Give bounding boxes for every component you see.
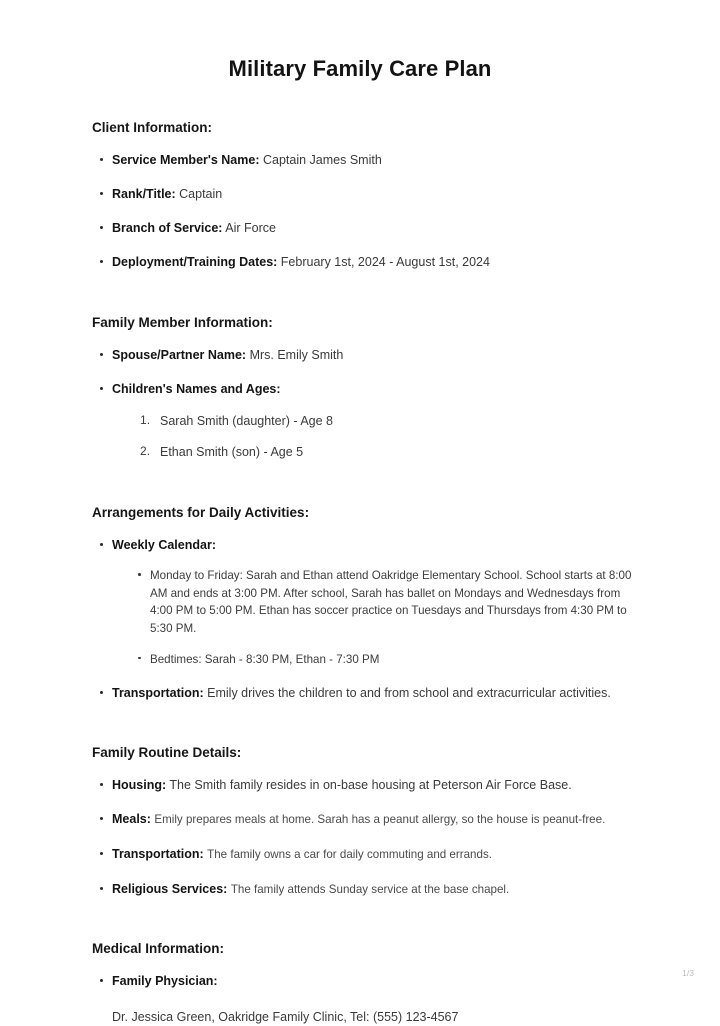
list-item bbox=[92, 880, 632, 899]
section-medical-information bbox=[0, 941, 720, 1026]
section-heading-family-member-information: Family Member Information: bbox=[92, 314, 273, 330]
list-item: Monday to Friday: Sarah and Ethan attend Oakridge Elementary School. School starts at 8:00 AM and ends at 3:00 PM. After school, Sarah has ballet on Mondays and Wednesdays from 4:00 PM to 5:00 PM. Ethan has soccer practice on Tuesdays and Thursdays from 4:30 PM to 5:30 PM. bbox=[136, 567, 632, 637]
field-value: The family attends Sunday service at the base chapel. bbox=[230, 883, 510, 897]
list-item: Bedtimes: Sarah - 8:30 PM, Ethan - 7:30 PM bbox=[136, 651, 632, 669]
daily-activities-list bbox=[92, 536, 632, 702]
family-member-list bbox=[92, 346, 632, 462]
field-value: Captain James Smith bbox=[262, 153, 382, 167]
field-label: Branch of Service: bbox=[112, 221, 223, 236]
family-routine-list bbox=[92, 776, 632, 899]
field-label: Transportation: bbox=[112, 686, 204, 701]
field-label: Rank/Title: bbox=[112, 187, 176, 202]
field-label: Deployment/Training Dates: bbox=[112, 255, 278, 270]
page-title: Military Family Care Plan bbox=[228, 56, 492, 81]
list-item bbox=[92, 810, 632, 829]
children-list bbox=[112, 412, 632, 461]
section-daily-activities bbox=[0, 505, 720, 702]
field-label: Religious Services: bbox=[112, 882, 228, 897]
field-value: February 1st, 2024 - August 1st, 2024 bbox=[280, 255, 490, 270]
list-item: Ethan Smith (son) - Age 5 bbox=[160, 444, 304, 459]
section-family-routine-details bbox=[0, 745, 720, 899]
section-family-member-information bbox=[0, 315, 720, 462]
list-item: Sarah Smith (daughter) - Age 8 bbox=[160, 413, 334, 428]
field-label: Children's Names and Ages: bbox=[112, 381, 281, 396]
field-value: Emily prepares meals at home. Sarah has a peanut allergy, so the house is peanut-free. bbox=[154, 813, 606, 827]
field-value: Mrs. Emily Smith bbox=[249, 347, 344, 362]
list-item bbox=[92, 185, 632, 203]
field-label: Family Physician: bbox=[112, 973, 218, 988]
field-value: The Smith family resides in on-base housing at Peterson Air Force Base. bbox=[169, 778, 572, 793]
field-label: Service Member's Name: bbox=[112, 153, 260, 167]
field-value: Emily drives the children to and from school and extracurricular activities. bbox=[207, 686, 611, 701]
list-item bbox=[92, 536, 632, 668]
list-item bbox=[92, 151, 632, 169]
field-value: The family owns a car for daily commuting and errands. bbox=[207, 848, 492, 862]
list-item bbox=[92, 972, 632, 990]
list-item bbox=[92, 684, 632, 702]
field-label: Housing: bbox=[112, 778, 167, 793]
list-item bbox=[92, 776, 632, 794]
field-value: Captain bbox=[179, 187, 223, 202]
section-heading-daily-activities: Arrangements for Daily Activities: bbox=[92, 505, 310, 520]
section-heading-family-routine-details: Family Routine Details: bbox=[92, 745, 242, 761]
section-client-information bbox=[0, 120, 720, 272]
section-heading-client-information: Client Information: bbox=[92, 120, 212, 135]
field-label: Weekly Calendar: bbox=[112, 538, 216, 552]
field-label: Transportation: bbox=[112, 847, 204, 862]
medical-information-list bbox=[92, 972, 632, 990]
page-number: 1/3 bbox=[682, 968, 694, 978]
physician-details: Dr. Jessica Green, Oakridge Family Clinic, Tel: (555) 123-4567 bbox=[112, 1009, 459, 1024]
list-item bbox=[92, 253, 632, 271]
list-item bbox=[92, 845, 632, 864]
section-heading-medical-information: Medical Information: bbox=[92, 940, 225, 956]
list-item bbox=[92, 346, 632, 364]
list-item bbox=[92, 219, 632, 237]
list-item bbox=[92, 380, 632, 461]
weekly-calendar-list bbox=[112, 567, 632, 668]
field-label: Meals: bbox=[112, 812, 151, 827]
field-label: Spouse/Partner Name: bbox=[112, 347, 247, 362]
client-information-list bbox=[92, 151, 632, 272]
field-value: Air Force bbox=[225, 221, 276, 236]
